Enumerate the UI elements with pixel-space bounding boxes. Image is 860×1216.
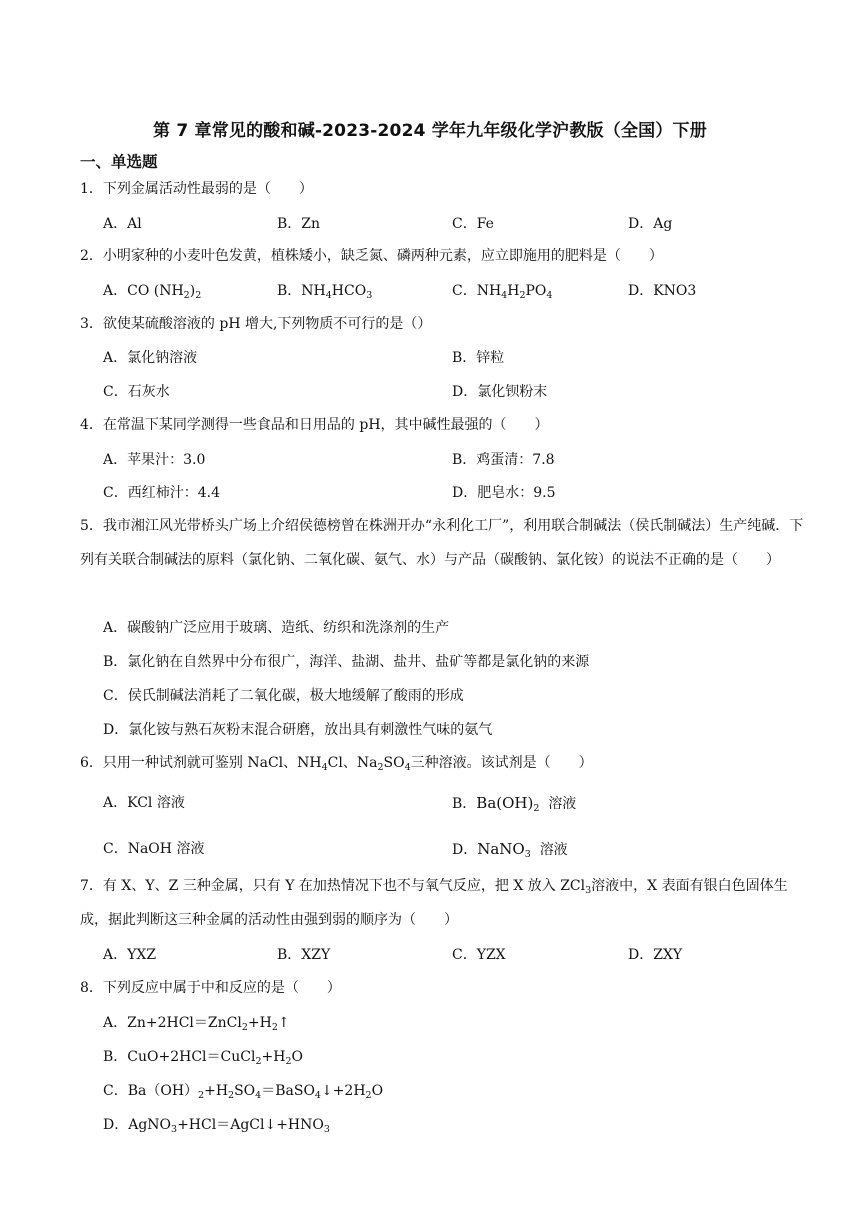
q1-option-a: A．Al (103, 216, 142, 232)
question-6-stem: 6．只用一种试剂就可鉴别 NaCl、$NH_4Cl$、$Na_2SO_4$三种溶液。该试剂是（ ） (80, 755, 593, 773)
q6-option-c: C．NaOH 溶液 (103, 841, 205, 857)
q3-option-c: C．石灰水 (103, 384, 170, 400)
q7-option-b: B．XZY (277, 947, 331, 963)
q2-option-d: D．KNO3 (628, 283, 697, 299)
q1-option-b: B．Zn (277, 216, 321, 232)
q8-option-c: C．$Ba(OH)_2+H_2SO_4=BaSO_4↓+2H_2O$ (103, 1083, 384, 1101)
q7-option-a: A．YXZ (103, 947, 157, 963)
q1-option-c: C．Fe (452, 216, 494, 232)
question-1-stem: 1．下列金属活动性最弱的是（ ） (80, 181, 313, 197)
q5-option-b: B．氯化钠在自然界中分布很广，海洋、盐湖、盐井、盐矿等都是氯化钠的来源 (103, 654, 590, 670)
section-heading: 一、单选题 (80, 153, 158, 171)
q5-option-c: C．侯氏制碱法消耗了二氧化碳，极大地缓解了酸雨的形成 (103, 688, 464, 704)
q8-option-b: B．$CuO+2HCl=CuCl_2+H_2O$ (103, 1049, 303, 1067)
q2-option-a: A．CO $(NH_2)_2$ (103, 283, 202, 301)
question-3-stem: 3．欲使某硫酸溶液的 pH 增大,下列物质不可行的是（） (80, 316, 432, 332)
question-8-stem: 8．下列反应中属于中和反应的是（ ） (80, 980, 341, 996)
q7-option-c: C．YZX (452, 947, 506, 963)
q8-option-d: D．$AgNO_3+HCl=AgCl↓+HNO_3$ (103, 1117, 330, 1135)
q4-option-a: A．苹果汁：3.0 (103, 452, 206, 468)
q6-option-a: A．KCl 溶液 (103, 795, 185, 811)
q3-option-a: A．氯化钠溶液 (103, 350, 198, 366)
q6-option-d: D．NaNO$_3$ 溶液 (452, 840, 568, 860)
q2-option-c: C．$NH_4H_2PO_4$ (452, 283, 553, 301)
q2-option-b: B．$NH_4HCO_3$ (277, 283, 373, 301)
q8-option-a: A．$Zn+2HCl=ZnCl_2+H_2↑$ (103, 1015, 290, 1033)
document-title: 第 7 章常见的酸和碱-2023-2024 学年九年级化学沪教版（全国）下册 (153, 121, 707, 141)
q7-option-d: D．ZXY (628, 947, 683, 963)
q4-option-d: D．肥皂水：9.5 (452, 485, 556, 501)
q6-option-b: B．$Ba(OH)_2$ 溶液 (452, 794, 577, 814)
q1-option-d: D．Ag (628, 216, 673, 232)
question-7-stem: 7．有 X、Y、Z 三种金属，只有 Y 在加热情况下也不与氧气反应，把 X 放入 ZCl$_3$溶液中，X 表面有银白色固体生成，据此判断这三种金属的活动性由强到弱的顺序为（ ） (80, 878, 788, 928)
q3-option-b: B．锌粒 (452, 350, 505, 366)
q3-option-d: D．氯化钡粉末 (452, 384, 548, 400)
q4-option-c: C．西红柿汁：4.4 (103, 485, 220, 501)
q5-option-d: D．氯化铵与熟石灰粉末混合研磨，放出具有刺激性气味的氨气 (103, 722, 493, 738)
q5-option-a: A．碳酸钠广泛应用于玻璃、造纸、纺织和洗涤剂的生产 (103, 620, 450, 636)
q4-option-b: B．鸡蛋清：7.8 (452, 452, 555, 468)
question-4-stem: 4．在常温下某同学测得一些食品和日用品的 pH，其中碱性最强的（ ） (80, 417, 549, 433)
question-2-stem: 2．小明家种的小麦叶色发黄，植株矮小，缺乏氮、磷两种元素，应立即施用的肥料是（ ） (80, 248, 663, 264)
question-5-stem: 5．我市湘江风光带桥头广场上介绍侯德榜曾在株洲开办“永利化工厂”，利用联合制碱法（侯氏制碱法）生产纯碱．下列有关联合制碱法的原料（氯化钠、二氧化碳、氨气、水）与产品（碳酸钠、氯化铵）的说法不正确的是（ ） (80, 518, 804, 568)
